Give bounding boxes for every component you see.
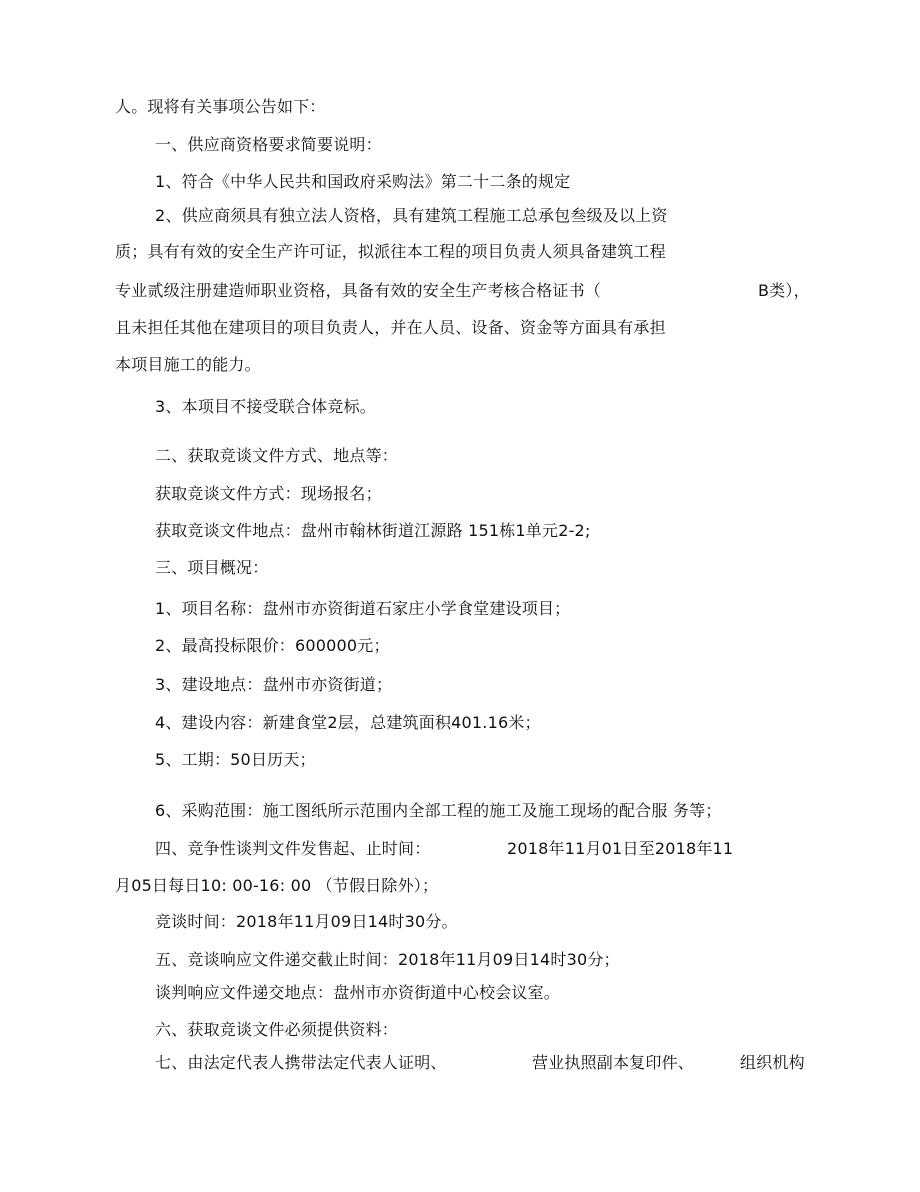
section-1-heading bbox=[155, 135, 382, 155]
negotiation-time bbox=[155, 912, 458, 932]
section-5-heading bbox=[155, 950, 620, 970]
acquire-method bbox=[155, 484, 382, 504]
section-3-heading-text: 三、项目概况： bbox=[155, 558, 269, 577]
section-6-heading-text: 六、获取竞谈文件必须提供资料： bbox=[155, 1020, 399, 1039]
construction-content-text: 4、建设内容：新建食堂2层，总建筑面积401.16米； bbox=[155, 713, 541, 732]
acquire-method-text: 获取竞谈文件方式：现场报名； bbox=[155, 484, 382, 503]
section-4-line-2 bbox=[115, 876, 438, 896]
construction-site bbox=[155, 675, 392, 695]
procurement-scope-text: 6、采购范围：施工图纸所示范围内全部工程的施工及施工现场的配合服 务等； bbox=[155, 801, 722, 820]
requirement-3 bbox=[155, 397, 376, 417]
section-5-heading-text: 五、竞谈响应文件递交截止时间：2018年11月09日14时30分； bbox=[155, 950, 620, 969]
construction-content bbox=[155, 713, 541, 733]
procurement-scope bbox=[155, 801, 721, 821]
acquire-location-text: 获取竞谈文件地点：盘州市翰林街道江源路 151栋1单元2-2; bbox=[155, 521, 591, 540]
project-name bbox=[155, 599, 570, 619]
requirement-2-certificate-class: B类）， bbox=[758, 281, 810, 300]
section-6-heading bbox=[155, 1020, 398, 1040]
sale-period-hours: 月05日每日10: 00-16: 00 （节假日除外）； bbox=[115, 876, 439, 895]
section-2-heading-text: 二、获取竞谈文件方式、地点等： bbox=[155, 446, 399, 465]
submission-location bbox=[155, 983, 560, 1003]
section-7-part-3: 组织机构 bbox=[740, 1053, 805, 1072]
requirement-2-line-1 bbox=[155, 206, 668, 226]
requirement-2-line-4 bbox=[115, 318, 666, 338]
project-name-text: 1、项目名称：盘州市亦资街道石家庄小学食堂建设项目； bbox=[155, 599, 571, 618]
section-7-part-1: 七、由法定代表人携带法定代表人证明、 bbox=[155, 1053, 447, 1072]
section-7-part-2: 营业执照副本复印件、 bbox=[532, 1053, 695, 1072]
requirement-1-text: 1、符合《中华人民共和国政府采购法》第二十二条的规定 bbox=[155, 172, 571, 191]
section-4-heading-text: 四、竞争性谈判文件发售起、止时间： bbox=[155, 839, 431, 858]
acquire-location bbox=[155, 521, 591, 541]
text-line-01-content: 人。现将有关事项公告如下： bbox=[115, 97, 326, 116]
requirement-2-line-2 bbox=[115, 242, 666, 262]
requirement-2-line-3 bbox=[115, 281, 825, 301]
requirement-2-line-3-text: 专业贰级注册建造师职业资格，具备有效的安全生产考核合格证书（ bbox=[115, 281, 602, 300]
section-2-heading bbox=[155, 446, 398, 466]
submission-location-text: 谈判响应文件递交地点：盘州市亦资街道中心校会议室。 bbox=[155, 983, 561, 1002]
requirement-2-line-1-text: 2、供应商须具有独立法人资格，具有建筑工程施工总承包叁级及以上资 bbox=[155, 206, 668, 225]
requirement-2-line-5 bbox=[115, 355, 261, 375]
section-3-heading bbox=[155, 558, 268, 578]
section-4-line-1 bbox=[155, 839, 755, 859]
section-7-line-1 bbox=[155, 1053, 815, 1073]
requirement-2-line-2-text: 质；具有有效的安全生产许可证，拟派往本工程的项目负责人须具备建筑工程 bbox=[115, 242, 666, 261]
requirement-2-line-5-text: 本项目施工的能力。 bbox=[115, 355, 261, 374]
construction-period-text: 5、工期：50日历天； bbox=[155, 750, 316, 769]
requirement-1 bbox=[155, 172, 570, 192]
max-bid-price bbox=[155, 636, 390, 656]
max-bid-price-text: 2、最高投标限价：600000元； bbox=[155, 636, 390, 655]
construction-period bbox=[155, 750, 316, 770]
negotiation-time-text: 竞谈时间：2018年11月09日14时30分。 bbox=[155, 912, 458, 931]
sale-period-dates: 2018年11月01日至2018年11 bbox=[507, 839, 734, 858]
requirement-3-text: 3、本项目不接受联合体竞标。 bbox=[155, 397, 376, 416]
text-line-01 bbox=[115, 97, 326, 117]
construction-site-text: 3、建设地点：盘州市亦资街道； bbox=[155, 675, 393, 694]
section-1-heading-text: 一、供应商资格要求简要说明： bbox=[155, 135, 382, 154]
requirement-2-line-4-text: 且未担任其他在建项目的项目负责人，并在人员、设备、资金等方面具有承担 bbox=[115, 318, 666, 337]
